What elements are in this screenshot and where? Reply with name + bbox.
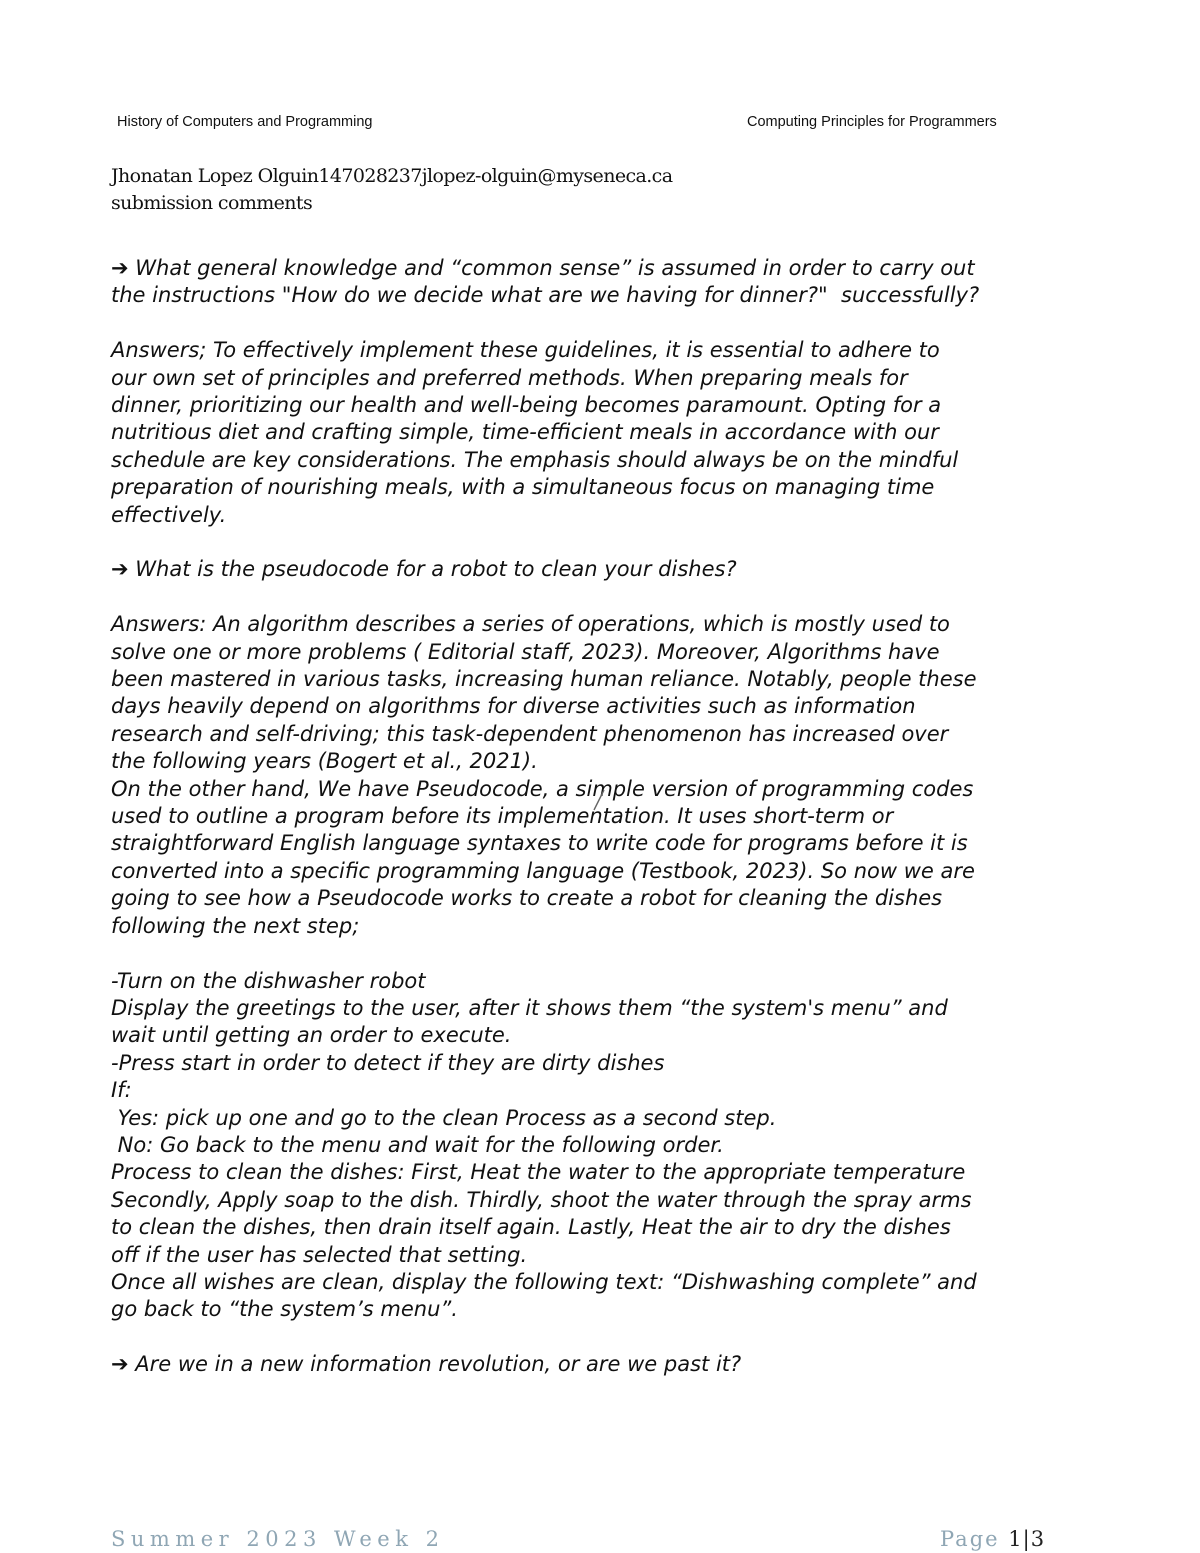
body-line: Answers; To effectively implement these guidelines, it is essential to adhere to — [111, 338, 940, 363]
body-line: straightforward English language syntaxes to write code for programs before it is — [111, 831, 968, 856]
body-line: ➔ What is the pseudocode for a robot to clean your dishes? — [111, 557, 737, 582]
submission-meta — [111, 163, 672, 217]
body-line: nutritious diet and crafting simple, time-efficient meals in accordance with our — [111, 420, 939, 445]
body-line: research and self-driving; this task-dependent phenomenon has increased over — [111, 721, 949, 746]
blank-line — [111, 310, 1111, 337]
body-line: go back to “the system’s menu”. — [111, 1297, 458, 1322]
body-line: On the other hand, We have Pseudocode, a simple version of programming codes — [111, 776, 974, 801]
blank-line — [111, 584, 1111, 611]
body-line: -Press start in order to detect if they are dirty dishes — [111, 1050, 665, 1075]
header-left-title: History of Computers and Programming — [117, 114, 373, 130]
blank-line — [111, 529, 1111, 556]
body-line: dinner, prioritizing our health and well-being becomes paramount. Opting for a — [111, 393, 942, 418]
body-line: wait until getting an order to execute. — [111, 1023, 512, 1048]
body-line: If: — [111, 1078, 132, 1103]
footer-page — [940, 1527, 1045, 1551]
text-cursor-icon — [592, 788, 606, 812]
body-line: the instructions "How do we decide what are we having for dinner?" successfully? — [111, 283, 980, 308]
author-line: Jhonatan Lopez Olguin147028237jlopez-olguin@myseneca.ca — [111, 165, 673, 187]
blank-line — [111, 940, 1111, 967]
body-line: No: Go back to the menu and wait for the following order. — [111, 1132, 724, 1157]
body-line: used to outline a program before its implementation. It uses short-term or — [111, 804, 894, 829]
body-line: -Turn on the dishwasher robot — [111, 968, 426, 993]
body-line: ➔ Are we in a new information revolution, or are we past it? — [111, 1352, 742, 1377]
body-line: days heavily depend on algorithms for diverse activities such as information — [111, 694, 916, 719]
body-line: Process to clean the dishes: First, Heat the water to the appropriate temperature — [111, 1160, 966, 1185]
footer-page-number: 1|3 — [1008, 1527, 1046, 1551]
body-line: schedule are key considerations. The emphasis should always be on the mindful — [111, 447, 959, 472]
body-line: following the next step; — [111, 913, 360, 938]
body-line: been mastered in various tasks, increasing human reliance. Notably, people these — [111, 667, 977, 692]
body-line: solve one or more problems ( Editorial staff, 2023). Moreover, Algorithms have — [111, 639, 940, 664]
blank-line — [111, 1324, 1111, 1351]
body-line: the following years (Bogert et al., 2021). — [111, 749, 538, 774]
footer-page-label: Page — [940, 1527, 1000, 1551]
footer-term: Summer 2023 Week 2 — [111, 1527, 445, 1551]
body-line: off if the user has selected that setting. — [111, 1242, 528, 1267]
body-line: to clean the dishes, then drain itself again. Lastly, Heat the air to dry the dishes — [111, 1215, 951, 1240]
body-line: our own set of principles and preferred methods. When preparing meals for — [111, 365, 908, 390]
body-line: Secondly, Apply soap to the dish. Thirdly, shoot the water through the spray arms — [111, 1187, 972, 1212]
body-line: effectively. — [111, 502, 227, 527]
body-line: Yes: pick up one and go to the clean Process as a second step. — [111, 1105, 777, 1130]
body-line: converted into a specific programming language (Testbook, 2023). So now we are — [111, 858, 975, 883]
header-right-title: Computing Principles for Programmers — [747, 114, 997, 130]
body-line: preparation of nourishing meals, with a simultaneous focus on managing time — [111, 475, 935, 500]
document-body — [111, 255, 1111, 1379]
comments-line: submission comments — [111, 192, 313, 214]
body-line: ➔ What general knowledge and “common sense” is assumed in order to carry out — [111, 256, 975, 280]
body-line: Display the greetings to the user, after it shows them “the system's menu” and — [111, 995, 948, 1020]
body-line: Once all wishes are clean, display the following text: “Dishwashing complete” and — [111, 1269, 977, 1294]
body-line: going to see how a Pseudocode works to create a robot for cleaning the dishes — [111, 886, 943, 911]
body-line: Answers: An algorithm describes a series of operations, which is mostly used to — [111, 612, 950, 637]
